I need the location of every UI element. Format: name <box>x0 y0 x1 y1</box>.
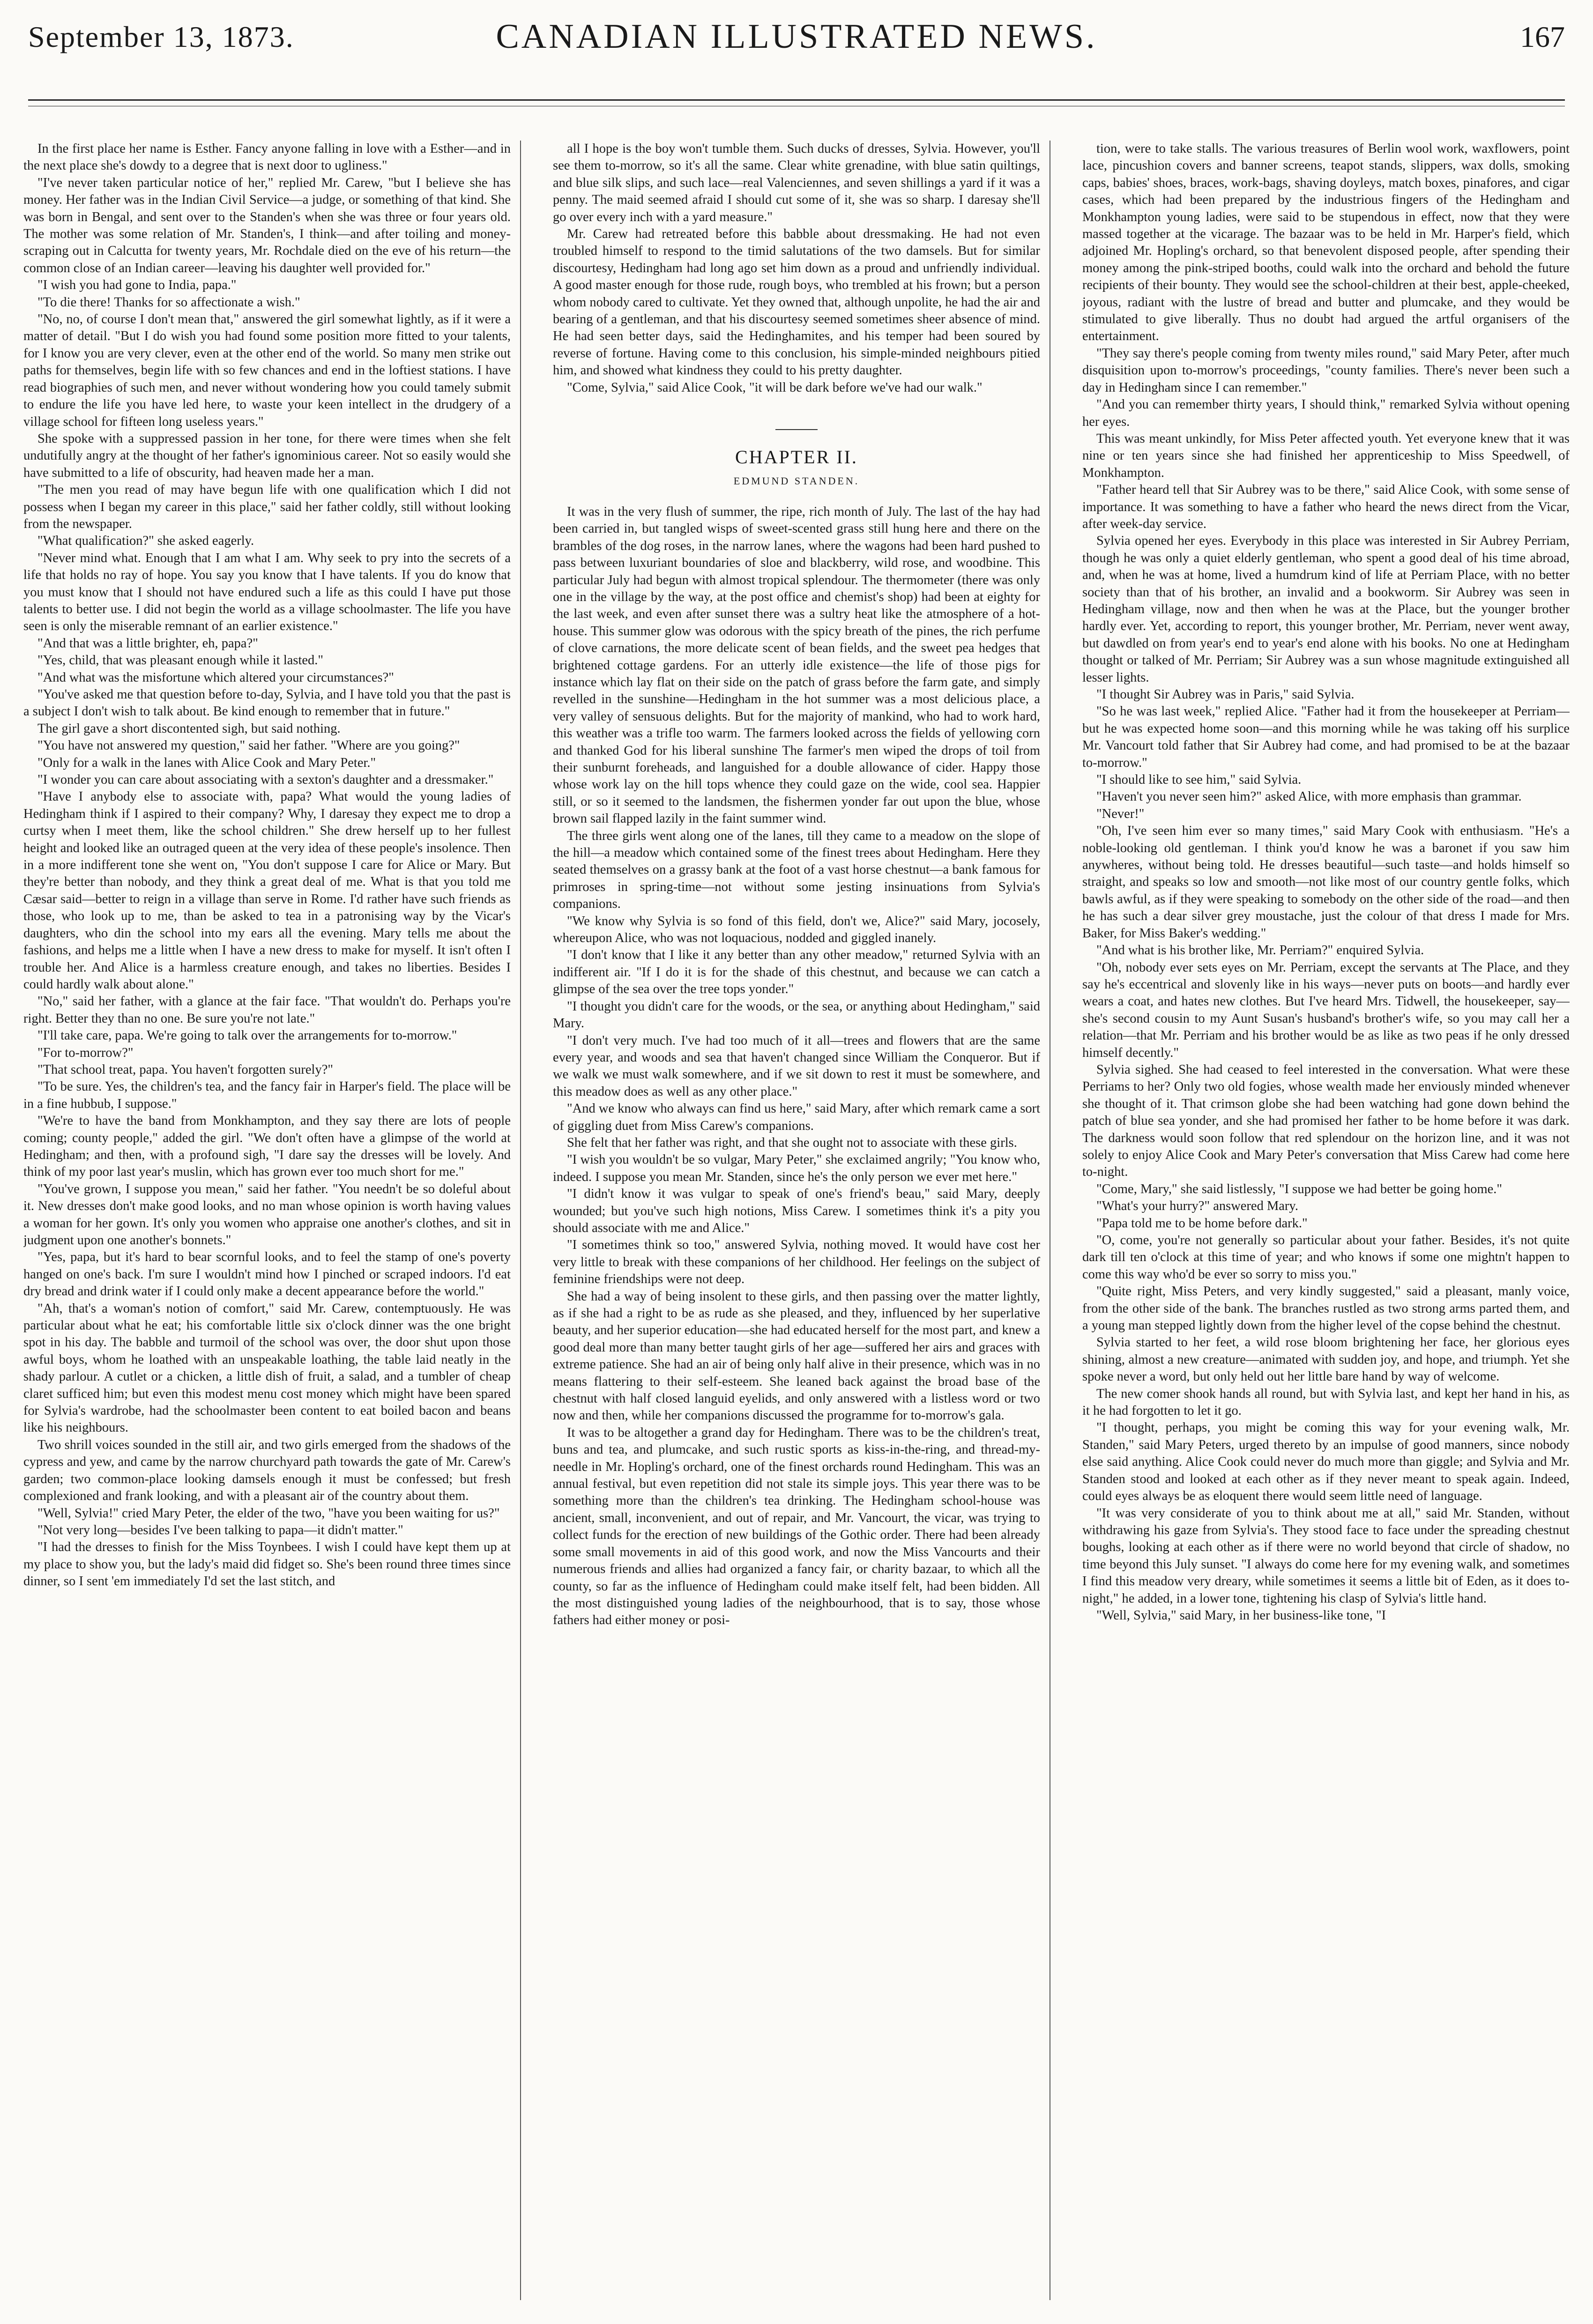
article-paragraph: "I wish you had gone to India, papa." <box>37 278 237 293</box>
column-2-text-before <box>553 141 1040 396</box>
article-paragraph: She had a way of being insolent to these girls, and then passing over the matter lightly, as if she had a right to be as rude as she pleased, and they, influenced by her superlative beauty, and her superior education—she had educated herself for the most part, and knew a good deal more than many better taught girls of her age—suffered her airs and graces with extreme patience. She had an air of being only half alive in their presence, which was in no means flattering to their self-esteem. She leaned back against the broad base of the chestnut with half closed languid eyelids, and only answered with a listless word or two now and then, while her companions discussed the programme for to-morrow's gala. <box>553 1289 1040 1423</box>
article-paragraph: Sylvia started to her feet, a wild rose bloom brightening her face, her glorious eyes shining, almost a new creature—animated with sudden joy, and hope, and triumph. Yet she spoke never a word, but only held out her little bare hand by way of welcome. <box>1082 1335 1570 1384</box>
chapter-divider <box>775 429 818 430</box>
article-paragraph: It was in the very flush of summer, the ripe, rich month of July. The last of the hay had been carried in, but tangled wisps of sweet-scented grass still hung here and there on the brambles of the dog roses, in the narrow lanes, where the wagons had been hard pushed to pass between luxuriant boundaries of sloe and blackberry, wild rose, and woodbine. This particular July had begun with almost tropical splendour. The thermometer (there was only one in the village by the way, at the post office and chemist's shop) had been at eighty for the last week, and even after sunset there was a sultry heat like the atmosphere of a hot-house. This summer glow was odorous with the spicy breath of the pines, the rich perfume of clove carnations, the more delicate scent of bean fields, and the sweet pea hedges that brightened cottage gardens. For an utterly idle existence—the life of those pigs for instance which lay flat on their side on the patch of grass before the farm gate, and simply revelled in the sunshine—Hedingham in the hot summer was a most delicious place, a very valley of sensuous delights. But for the majority of mankind, who had to work hard, this weather was a trifle too warm. The farmers looked across the fields of yellowing corn and thanked God for his liberal sunshine The farmer's men wiped the drops of toil from their sunburnt foreheads, and languished for a double allowance of cider. Happy those whose work lay on the hill tops whence they could gaze on the wide, cool sea. Happier still, or so it seemed to the landsmen, the fishermen yonder far out upon the blue, whose brown sail flapped lazily in the faint summer wind. <box>553 504 1040 826</box>
article-paragraph: "Yes, papa, but it's hard to bear scornful looks, and to feel the stamp of one's poverty hanged on one's back. I'm sure I wouldn't mind how I pinched or scraped indoors. I'd eat dry bread and drink water if I could only make a decent appearance before the world." <box>23 1250 511 1299</box>
article-paragraph: "Well, Sylvia!" cried Mary Peter, the elder of the two, "have you been waiting for us?" <box>37 1506 500 1521</box>
newspaper-title: CANADIAN ILLUSTRATED NEWS. <box>496 17 1097 56</box>
article-paragraph: "Yes, child, that was pleasant enough while it lasted." <box>37 653 324 668</box>
article-paragraph: "Quite right, Miss Peters, and very kindly suggested," said a pleasant, manly voice, from the other side of the bank. The branches rustled as two strong arms parted them, and a young man stepped lightly down from the higher level of the copse behind the chestnut. <box>1082 1284 1570 1333</box>
article-paragraph: The girl gave a short discontented sigh, but said nothing. <box>37 721 341 736</box>
article-paragraph: "That school treat, papa. You haven't forgotten surely?" <box>37 1062 333 1077</box>
article-column-1 <box>23 141 511 2309</box>
article-paragraph: Two shrill voices sounded in the still air, and two girls emerged from the shadows of the cypress and yew, and came by the narrow churchyard path towards the gate of Mr. Carew's garden; two common-place looking damsels enough it must be confessed; but fresh complexioned and frank looking, and with a pleasant air of the country about them. <box>23 1437 511 1504</box>
article-paragraph: Sylvia opened her eyes. Everybody in this place was interested in Sir Aubrey Perriam, though he was only a quiet elderly gentleman, who spent a good deal of his time abroad, and, when he was at home, lived a humdrum kind of life at Perriam Place, with no better society than that of his brother, an invalid and a bookworm. Sir Aubrey was seen in Hedingham village, now and then when he was at the Place, but the younger brother hardly ever. Yet, according to report, this younger brother, Mr. Perriam, never went away, but dawdled on from year's end to year's end alone with his books. No one at Hedingham thought or talked of Mr. Perriam; Sir Aubrey was a sun whose magnitude extinguished all lesser lights. <box>1082 534 1570 685</box>
article-paragraph: "You have not answered my question," said her father. "Where are you going?" <box>37 738 460 753</box>
column-2-text-after <box>553 504 1040 1629</box>
article-paragraph: "Not very long—besides I've been talking to papa—it didn't matter." <box>37 1522 403 1537</box>
article-paragraph: "Never!" <box>1096 806 1145 821</box>
article-paragraph: "I don't very much. I've had too much of it all—trees and flowers that are the same every year, and woods and sea that haven't changed since William the Conqueror. But if we walk we must walk somewhere, and if we sit down to rest it must be somewhere, and this meadow does as well as any other place." <box>553 1033 1040 1099</box>
article-paragraph: "Oh, nobody ever sets eyes on Mr. Perriam, except the servants at The Place, and they say he's eccentrical and slovenly like in his ways—never puts on boots—and hardly ever wears a coat, and hates new clothes. But I've heard Mrs. Tidwell, the housekeeper, say—she's second cousin to my Aunt Susan's husband's brother's wife, so you may call her a relation—that Mr. Perriam and his brother would be as like as two peas if he only dressed himself decently." <box>1082 960 1570 1060</box>
article-paragraph: "No, no, of course I don't mean that," answered the girl somewhat lightly, as if it were a matter of detail. "But I do wish you had found some position more fitted to your talents, for I know you are very clever, even at the other end of the world. So many men strike out paths for themselves, begin life with so few chances and end in the loftiest stations. I have read biographies of such men, and never without wondering how you could tamely submit to endure the life you have led here, to waste your keen intellect in the drudgery of a village school for fifteen long useless years." <box>23 312 511 429</box>
article-paragraph: "I don't know that I like it any better than any other meadow," returned Sylvia with an indifferent air. "If I do it is for the shade of this chestnut, and because we can catch a glimpse of the sea over the tree tops yonder." <box>553 948 1040 997</box>
article-paragraph: "I had the dresses to finish for the Miss Toynbees. I wish I could have kept them up at my place to show you, but the lady's maid did fidget so. She's been round three times since dinner, so I sent 'em immediately I'd set the last stitch, and <box>23 1540 511 1589</box>
article-paragraph: "Oh, I've seen him ever so many times," said Mary Cook with enthusiasm. "He's a noble-looking old gentleman. I think you'd know he was a baronet if you saw him anywheres, without being told. He dresses beautiful—such taste—and holds himself so straight, and speaks so low and smooth—not like most of our country gentle folks, which bawls awful, as if they were speaking to somebody on the other side of the road—and then he has such a dear silver grey moustache, just the colour of that dress I made for Mrs. Baker, for Miss Baker's wedding." <box>1082 824 1570 941</box>
article-paragraph: "Come, Mary," she said listlessly, "I suppose we had better be going home." <box>1096 1181 1503 1196</box>
article-paragraph: "Papa told me to be home before dark." <box>1096 1216 1308 1231</box>
page-number: 167 <box>1520 20 1565 53</box>
article-paragraph: Mr. Carew had retreated before this babble about dressmaking. He had not even troubled himself to respond to the timid salutations of the two damsels. But for similar discourtesy, Hedingham had long ago set him down as a proud and unfriendly individual. A good master enough for those rude, rough boys, who trembled at his frown; but a person whom nobody cared to cultivate. Yet they owned that, although unpolite, he had the air and bearing of a gentleman, and that his discourtesy seemed sometimes sheer absence of mind. He had seen better days, said the Hedinghamites, and his temper had been soured by reverse of fortune. Having come to this conclusion, his simple-minded neighbours pitied him, and showed what kindness they could to his pretty daughter. <box>553 227 1040 378</box>
chapter-heading <box>553 429 1040 490</box>
article-paragraph: "Never mind what. Enough that I am what I am. Why seek to pry into the secrets of a life that holds no ray of hope. You say you know that I have talents. If you do know that you must know that I should not have endured such a life as this could I have put those talents to better use. I did not begin the world as a village schoolmaster. The life you have seen is only the miserable remnant of an earlier existence." <box>23 550 511 634</box>
article-paragraph: The three girls went along one of the lanes, till they came to a meadow on the slope of the hill—a meadow which contained some of the finest trees about Hedingham. Here they seated themselves on a grassy bank at the foot of a vast horse chestnut—a bank famous for primroses in spring-time—not without some jesting insinuations from Sylvia's companions. <box>553 828 1040 912</box>
article-paragraph: "You've asked me that question before to-day, Sylvia, and I have told you that the past is a subject I don't wish to talk about. Be kind enough to remember that in future." <box>23 687 511 719</box>
article-paragraph: "The men you read of may have begun life with one qualification which I did not possess when I began my career in this place," said her father coldly, still without looking from the newspaper. <box>23 483 511 531</box>
column-divider <box>520 141 521 2300</box>
article-paragraph: "To die there! Thanks for so affectionate a wish." <box>37 295 300 310</box>
article-paragraph: "Only for a walk in the lanes with Alice Cook and Mary Peter." <box>37 755 376 770</box>
article-paragraph: "I sometimes think so too," answered Sylvia, nothing moved. It would have cost her very little to break with these companions of her childhood. Her feelings on the subject of feminine friendships were not deep. <box>553 1238 1040 1287</box>
article-paragraph: "We know why Sylvia is so fond of this field, don't we, Alice?" said Mary, jocosely, whereupon Alice, who was not loquacious, nodded and giggled inanely. <box>553 913 1040 946</box>
article-paragraph: "O, come, you're not generally so particular about your father. Besides, it's not quite dark till ten o'clock at this time of year; and who knows if some one mightn't happen to come this way who'd be ever so sorry to miss you." <box>1082 1233 1570 1282</box>
article-paragraph: "Haven't you never seen him?" asked Alice, with more emphasis than grammar. <box>1096 789 1522 804</box>
masthead-rule-top <box>28 99 1565 101</box>
article-paragraph: tion, were to take stalls. The various treasures of Berlin wool work, waxflowers, point lace, pincushion covers and banner screens, teapot stands, slippers, wax dolls, smoking caps, babies' shoes, braces, work-bags, shaving doyleys, match boxes, pinafores, and cigar cases, which had been prepared by the industrious fingers of the Hedingham and Monkhampton young ladies, were said to be stupendous in effect, now that they were massed together at the vicarage. The bazaar was to be held in Mr. Harper's field, which adjoined Mr. Hopling's orchard, so that benevolent disposed people, after spending their money among the pink-striped booths, could walk into the orchard and behold the future recipients of their bounty. They would see the school-children at their best, apple-cheeked, joyous, radiant with the lustre of bread and butter and plumcake, and they would be stimulated to give liberally. Thus no doubt had argued the artful organisers of the entertainment. <box>1082 141 1570 344</box>
article-paragraph: "They say there's people coming from twenty miles round," said Mary Peter, after much disquisition upon to-morrow's proceedings, "county families. There's never been such a day in Hedingham since I can remember." <box>1082 346 1570 395</box>
article-paragraph: "No," said her father, with a glance at the fair face. "That wouldn't do. Perhaps you're right. Better they than no one. Be sure you're not late." <box>23 994 511 1026</box>
chapter-subtitle: EDMUND STANDEN. <box>733 475 860 487</box>
article-paragraph: "And that was a little brighter, eh, papa?" <box>37 636 258 651</box>
article-paragraph: all I hope is the boy won't tumble them. Such ducks of dresses, Sylvia. However, you'll see them to-morrow, so it's all the same. Clear white grenadine, with blue satin quiltings, and blue silk slips, and such lace—real Valenciennes, and seven shillings a yard if it was a penny. The maid seemed afraid I should cut some of it, she was so sharp. I daresay she'll go over every inch with a yard measure." <box>553 141 1040 224</box>
article-paragraph: "I thought, perhaps, you might be coming this way for your evening walk, Mr. Standen," said Mary Peters, urged thereto by an impulse of good manners, since nobody else said anything. Alice Cook could never do much more than giggle; and Sylvia and Mr. Standen stood and looked at each other as if they never meant to speak again. Indeed, could eyes always be as eloquent there would seem little need of language. <box>1082 1420 1570 1504</box>
article-paragraph: "Have I anybody else to associate with, papa? What would the young ladies of Hedingham think if I aspired to their company? Why, I daresay they expect me to drop a curtsy when I meet them, like the school children." She drew herself up to her fullest height and looked like an outraged queen at the very idea of these people's insolence. Then in a more indifferent tone she went on, "You don't suppose I care for Alice or Mary. But they're better than nobody, and they think a great deal of me. What is that you told me Cæsar said—better to reign in a village than serve in Rome. I'd rather have such friends as those, who look up to me, than be asked to tea in a patronising way by the Vicar's daughters, who din the school into my ears all the evening. Mary tells me about the fashions, and helps me a little when I have a new dress to make for myself. It isn't often I trouble her. And Alice is a harmless creature enough, and takes no liberties. Besides I could hardly walk about alone." <box>23 789 511 992</box>
article-paragraph: "So he was last week," replied Alice. "Father had it from the housekeeper at Perriam—but he was expected home soon—and this morning while he was taking off his surplice Mr. Vancourt told father that Sir Aubrey had come, and had promised to be at the bazaar to-morrow." <box>1082 704 1570 770</box>
article-paragraph: In the first place her name is Esther. Fancy anyone falling in love with a Esther—and in the next place she's dowdy to a degree that is next door to ugliness." <box>23 141 511 173</box>
article-paragraph: "I wish you wouldn't be so vulgar, Mary Peter," she exclaimed angrily; "You know who, indeed. I suppose you mean Mr. Standen, since he's the only person we ever met here." <box>553 1152 1040 1184</box>
article-column-3 <box>1082 141 1570 2309</box>
article-paragraph: "I've never taken particular notice of her," replied Mr. Carew, "but I believe she has money. Her father was in the Indian Civil Service—a judge, or something of that kind. She was born in Bengal, and sent over to the Standen's when she was three or four years old. The mother was some relation of Mr. Standen's, I think—and after toiling and money-scraping out in Calcutta for twenty years, Mr. Rochdale died on the eve of his return—the common close of an Indian career—leaving his daughter well provided for." <box>23 175 511 275</box>
article-paragraph: Sylvia sighed. She had ceased to feel interested in the conversation. What were these Perriams to her? Only two old fogies, whose wealth made her enviously minded whenever she thought of it. That crimson globe she had been watching had gone down behind the patch of blue sea yonder, and she had promised her father to be home before it was dark. The darkness would soon follow that red splendour on the horizon line, and it was not solely to enjoy Alice Cook and Mary Peter's conversation that Miss Carew had come here to-night. <box>1082 1062 1570 1180</box>
article-paragraph: "I didn't know it was vulgar to speak of one's friend's beau," said Mary, deeply wounded; but you've such high notions, Miss Carew. I sometimes think it's a pity you should associate with me and Alice." <box>553 1187 1040 1235</box>
article-paragraph: The new comer shook hands all round, but with Sylvia last, and kept her hand in his, as it he had forgotten to let it go. <box>1082 1386 1570 1418</box>
article-paragraph: This was meant unkindly, for Miss Peter affected youth. Yet everyone knew that it was nine or ten years since she had finished her apprenticeship to Miss Speedwell, of Monkhampton. <box>1082 431 1570 480</box>
article-paragraph: "For to-morrow?" <box>37 1045 134 1060</box>
article-paragraph: "And we know who always can find us here," said Mary, after which remark came a sort of giggling duet from Miss Carew's companions. <box>553 1101 1040 1133</box>
masthead <box>28 14 1565 70</box>
article-paragraph: "You've grown, I suppose you mean," said her father. "You needn't be so doleful about it. New dresses don't make good looks, and no man whose opinion is worth having values a woman for her gown. It's only you women who appraise one another's clothes, and sit in judgment upon one another's bonnets." <box>23 1181 511 1247</box>
article-paragraph: "What's your hurry?" answered Mary. <box>1096 1199 1298 1214</box>
issue-date: September 13, 1873. <box>28 20 294 53</box>
article-paragraph: "And what is his brother like, Mr. Perriam?" enquired Sylvia. <box>1096 943 1424 958</box>
article-paragraph: "I thought Sir Aubrey was in Paris," said Sylvia. <box>1096 687 1355 702</box>
article-paragraph: "I thought you didn't care for the woods, or the sea, or anything about Hedingham," said Mary. <box>553 999 1040 1031</box>
article-paragraph: She spoke with a suppressed passion in her tone, for there were times when she felt undutifully angry at the thought of her father's ignominious career. Not so easily would she have submitted to a life of obscurity, had heaven made her a man. <box>23 431 511 480</box>
article-paragraph: "And what was the misfortune which altered your circumstances?" <box>37 670 394 685</box>
article-paragraph: "It was very considerate of you to think about me at all," said Mr. Standen, without withdrawing his gaze from Sylvia's. They stood face to face under the spreading chestnut boughs, looking at each other as if there were no world beyond that circle of shadow, no time beyond this July sunset. "I always do come here for my evening walk, and sometimes I find this meadow very dreary, while sometimes it seems a little bit of Eden, as it does to-night," he added, in a lower tone, tightening his clasp of Sylvia's little hand. <box>1082 1506 1570 1606</box>
article-paragraph: "Ah, that's a woman's notion of comfort," said Mr. Carew, contemptuously. He was particular about what he eat; his comfortable little six o'clock dinner was the one bright spot in his day. The babble and turmoil of the school was over, the door shut upon those awful boys, whom he loathed with an unspeakable loathing, the table laid neatly in the shady parlour. A cutlet or a chicken, a little dish of fruit, a salad, and a tumbler of cheap claret sufficed him; but even this modest menu cost money which might have been spared for Sylvia's wardrobe, had the schoolmaster been content to eat boiled bacon and beans like his neighbours. <box>23 1301 511 1435</box>
article-paragraph: "Well, Sylvia," said Mary, in her business-like tone, "I <box>1096 1608 1386 1623</box>
chapter-title: CHAPTER II. <box>735 446 858 468</box>
article-paragraph: She felt that her father was right, and that she ought not to associate with these girls. <box>567 1135 1017 1150</box>
article-paragraph: "To be sure. Yes, the children's tea, and the fancy fair in Harper's field. The place will be in a fine hubbub, I suppose." <box>23 1079 511 1111</box>
article-paragraph: "We're to have the band from Monkhampton, and they say there are lots of people coming; county people," added the girl. "We don't often have a glimpse of the world at Hedingham; and then, with a profound sigh, "I dare say the dresses will be lovely. And think of my poor last year's muslin, which has grown ever too much short for me." <box>23 1114 511 1180</box>
article-paragraph: "I should like to see him," said Sylvia. <box>1096 772 1302 787</box>
article-paragraph: "I'll take care, papa. We're going to talk over the arrangements for to-morrow." <box>37 1028 457 1043</box>
article-paragraph: It was to be altogether a grand day for Hedingham. There was to be the children's treat, buns and tea, and plumcake, and such rustic sports as kiss-in-the-ring, and thread-my-needle in Mr. Hopling's orchard, one of the finest orchards round Hedingham. This was an annual festival, but even repetition did not stale its simple joys. This year there was to be something more than the children's tea drinking. The Hedingham school-house was ancient, small, inconvenient, and out of repair, and Mr. Vancourt, the vicar, was trying to collect funds for the erection of new buildings of the Gothic order. There had been already some small movements in aid of this good work, and now the Miss Vancourts and their numerous friends and allies had organized a fancy fair, or charity bazaar, to which all the county, so far as the influence of Hedingham could make itself felt, had been bidden. All the most distinguished young ladies of the neighbourhood, that is to say, those whose fathers had either money or posi- <box>553 1425 1040 1628</box>
article-paragraph: "And you can remember thirty years, I should think," remarked Sylvia without opening her eyes. <box>1082 397 1570 429</box>
article-column-2 <box>553 141 1040 2309</box>
article-paragraph: "What qualification?" she asked eagerly. <box>37 534 254 549</box>
article-paragraph: "I wonder you can care about associating with a sexton's daughter and a dressmaker." <box>37 772 494 787</box>
article-paragraph: "Father heard tell that Sir Aubrey was to be there," said Alice Cook, with some sense of importance. It was something to have a father who heard the news direct from the Vicar, after week-day service. <box>1082 483 1570 531</box>
article-paragraph: "Come, Sylvia," said Alice Cook, "it will be dark before we've had our walk." <box>567 380 983 395</box>
